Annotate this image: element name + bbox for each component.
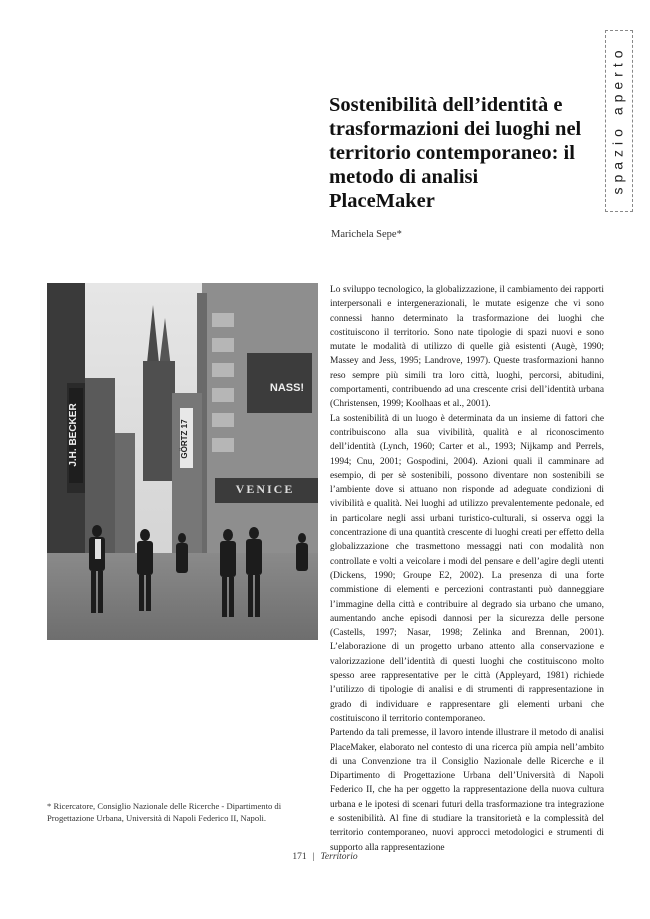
footer-separator: |: [312, 852, 315, 862]
section-tab-label: spazio aperto: [610, 45, 626, 195]
street-photo: [47, 283, 318, 640]
page-footer: [0, 852, 650, 862]
section-tab: [605, 30, 631, 210]
article-body: [330, 283, 604, 853]
goertz-sign: GÖRTZ 17: [180, 419, 189, 459]
article-title: Sostenibilità dell’identità e trasformazioni dei luoghi nel territorio contemporaneo: il metodo di analisi PlaceMaker: [329, 94, 582, 212]
becker-sign: J.H. BECKER: [68, 403, 79, 467]
body-paragraph: La sostenibilità di un luogo è determinata da un insieme di fattori che contribuiscono alla sua vivibilità, qualità e al riconoscimento dell’identità (Lynch, 1960; Carter et al., 1993; Nijkamp and Perrels, 1994; Cnu, 2001; Gospodini, 2004). Azioni quali il camminare ad esempio, di per sè sostenibili, possono diventare non sostenibili se l’ambiente dove si attuano non risponde ad adeguate condizioni di vivibilità e qualità. Nei luoghi ad utilizzo prevalentemente pedonale, ed in particolare negli assi urbani turistico-culturali, si osserva oggi la concentrazione di una quantità crescente di luoghi creati per effetto della globalizzazione che trasmettono messaggi nati con modalità non controllate e volti a veicolare i modi del pensare e dell’agire degli utenti (Dickens, 1990; Groupe E2, 2002). La presenza di una forte commistione di elementi e percezioni contrastanti può danneggiare l’immagine della città e contribuire al degrado sia urbano che umano, aumentando anche episodi dannosi per la sicurezza delle persone (Castells, 1997; Nasar, 1998; Zelinka and Brennan, 2001). L’elaborazione di un progetto urbano attento alla conservazione e valorizzazione dell’identità di questi luoghi che costituiscono molto spesso aree rappresentative per le città (Appleyard, 1981) richiede l’utilizzo di tipologie di analisi e di strumenti di rappresentazione in grado di individuare e rappresentare gli elementi urbani che costituiscono il territorio contemporaneo.: [330, 413, 604, 724]
author-footnote: * Ricercatore, Consiglio Nazionale delle Ricerche - Dipartimento di Progettazione Urbana, Università di Napoli Federico II, Napoli.: [47, 801, 282, 823]
body-paragraph: Partendo da tali premesse, il lavoro intende illustrare il metodo di analisi PlaceMaker, elaborato nel contesto di una ricerca più ampia nell’ambito di una Convenzione tra il Consiglio Nazionale delle Ricerche e il Dipartimento di Progettazione Urbana dell’Università di Napoli Federico II, che ha per oggetto la rappresentazione della nuova cultura urbana e le ipotesi di scenari futuri della trasformazione tra integrazione e sostenibilità. Al fine di studiare la transitorietà e la complessità del territorio contemporaneo, nuovi approcci metodologici e strumenti di supporto alla rappresentazione: [330, 728, 604, 853]
journal-name: Territorio: [320, 852, 358, 862]
article-author: Marichela Sepe*: [331, 229, 402, 240]
body-paragraph: Lo sviluppo tecnologico, la globalizzazione, il cambiamento dei rapporti interpersonali e intergenerazionali, le mutate esigenze che vi sono connessi hanno determinato la trasformazione dei luoghi che costituiscono il territorio. Sono nate tipologie di spazi nuovi e sono mutate le modalità di utilizzo di quelle già esistenti (Augè, 1990; Massey and Jess, 1995; Landrove, 1997). Queste trasformazioni hanno reso sempre più simili tra loro città, luoghi, percorsi, abitudini, comportamenti, contribuendo ad una crescente crisi dell’identità urbana (Christensen, 1999; Koolhaas et al., 2001).: [330, 285, 604, 410]
billboard-text: NASS!: [269, 382, 305, 394]
page-number: 171: [292, 852, 307, 862]
venice-sign: VENICE: [235, 482, 295, 496]
